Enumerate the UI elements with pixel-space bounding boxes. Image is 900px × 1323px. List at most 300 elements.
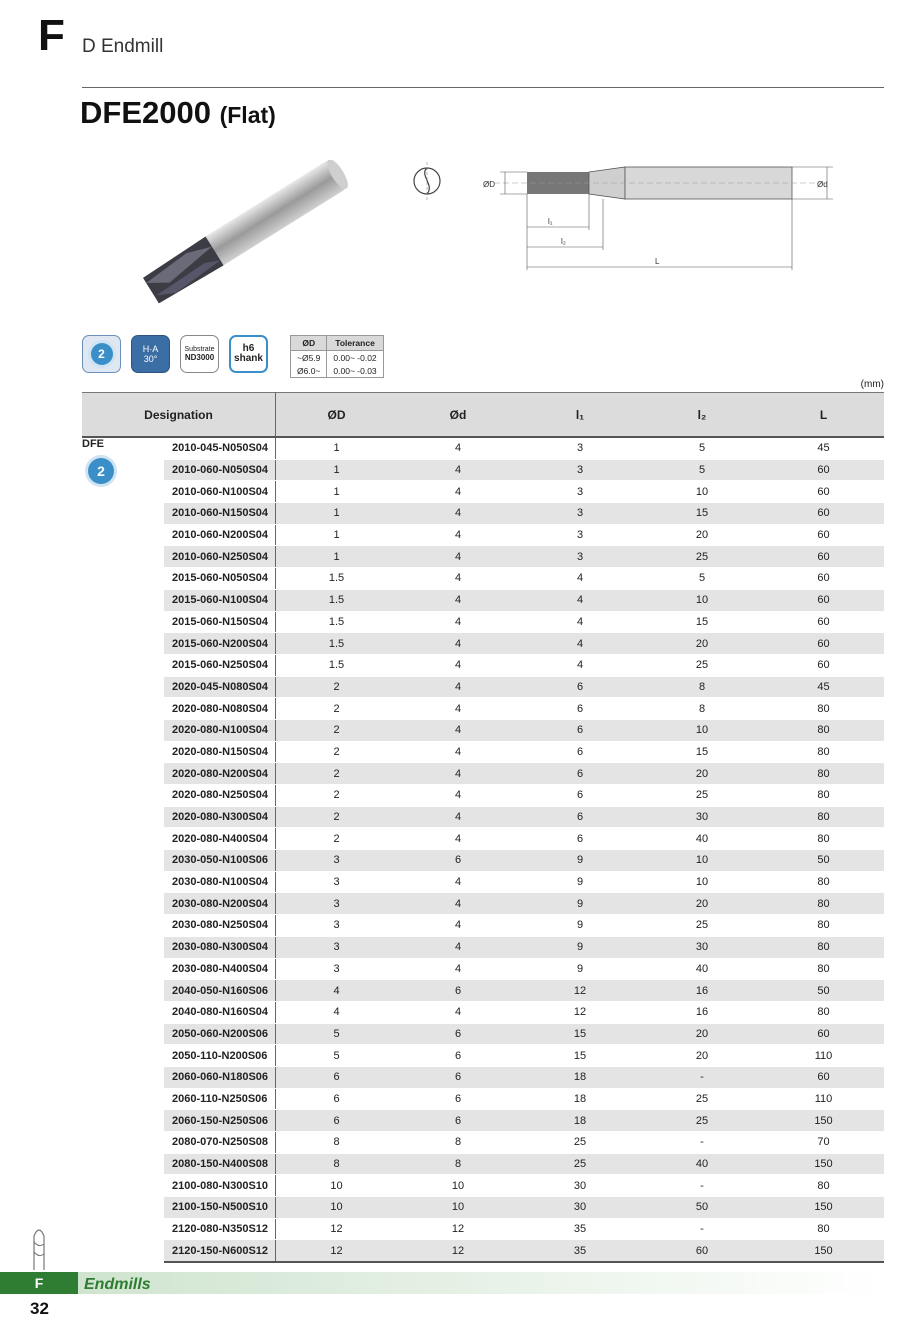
l2-cell: 5 [641,437,763,459]
l-cell: 80 [763,1218,884,1240]
table-body [82,437,884,1262]
shank-d-cell: 4 [397,828,519,850]
shank-d-cell: 4 [397,719,519,741]
l1-cell: 25 [519,1153,641,1175]
l2-cell: 60 [641,1240,763,1262]
l-cell: 80 [763,1175,884,1197]
l-cell: 80 [763,936,884,958]
designation-cell: 2030-080-N250S04 [164,915,276,937]
od-cell: 2 [276,828,398,850]
l-cell: 80 [763,893,884,915]
shank-d-cell: 4 [397,741,519,763]
footer-label: Endmills [84,1276,151,1293]
l-cell: 80 [763,741,884,763]
designation-cell: 2100-150-N500S10 [164,1197,276,1219]
l2-cell: 25 [641,1110,763,1132]
l1-cell: 4 [519,589,641,611]
shank-d-cell: 8 [397,1153,519,1175]
od-cell: 2 [276,763,398,785]
l1-cell: 9 [519,893,641,915]
l1-cell: 35 [519,1240,641,1262]
designation-cell: 2080-150-N400S08 [164,1153,276,1175]
l2-cell: 25 [641,915,763,937]
shank-d-cell: 4 [397,785,519,807]
l2-cell: 20 [641,763,763,785]
l-cell: 80 [763,785,884,807]
endmill-dimension-drawing [405,155,845,275]
l1-cell: 30 [519,1197,641,1219]
l1-cell: 6 [519,806,641,828]
table-row [82,654,884,676]
table-row [82,785,884,807]
l2-cell: 30 [641,806,763,828]
shank-d-cell: 4 [397,936,519,958]
l2-cell: 25 [641,546,763,568]
tolerance-header-tolerance: Tolerance [327,336,383,351]
designation-cell: 2020-080-N150S04 [164,741,276,763]
shank-d-cell: 4 [397,633,519,655]
l1-cell: 18 [519,1088,641,1110]
l1-cell: 9 [519,850,641,872]
shank-d-cell: 4 [397,437,519,459]
table-row [82,437,884,459]
od-cell: 6 [276,1110,398,1132]
l-cell: 80 [763,915,884,937]
helix-angle-label: H·A [142,344,159,354]
shank-d-cell: 4 [397,676,519,698]
table-row [82,1001,884,1023]
l-cell: 50 [763,850,884,872]
shank-d-cell: 4 [397,589,519,611]
table-row [82,524,884,546]
table-row [82,936,884,958]
h6-shank-icon: h6 shank [229,335,268,373]
od-cell: 6 [276,1066,398,1088]
l2-cell: 20 [641,1045,763,1067]
table-row [82,503,884,525]
l-cell: 110 [763,1045,884,1067]
table-row [82,1023,884,1045]
table-row [82,719,884,741]
l-cell: 60 [763,481,884,503]
l1-cell: 3 [519,481,641,503]
tolerance-cell: Ø6.0~ [291,364,327,378]
l-cell: 150 [763,1153,884,1175]
l-label: L [655,257,660,266]
od-cell: 12 [276,1240,398,1262]
footer-section-tab: F [0,1272,78,1294]
shank-d-cell: 12 [397,1218,519,1240]
l-cell: 80 [763,871,884,893]
l2-cell: 20 [641,893,763,915]
od-cell: 10 [276,1175,398,1197]
od-cell: 3 [276,958,398,980]
l-cell: 60 [763,459,884,481]
od-cell: 2 [276,698,398,720]
table-row [82,1218,884,1240]
l1-cell: 35 [519,1218,641,1240]
l-cell: 80 [763,1001,884,1023]
product-title [80,95,276,131]
l2-cell: 20 [641,1023,763,1045]
l2-cell: 15 [641,611,763,633]
shank-d-cell: 4 [397,524,519,546]
l2-cell: 10 [641,589,763,611]
designation-cell: 2060-060-N180S06 [164,1066,276,1088]
l2-cell: 15 [641,503,763,525]
shank-d-cell: 6 [397,1066,519,1088]
designation-cell: 2010-045-N050S04 [164,437,276,459]
designation-cell: 2120-150-N600S12 [164,1240,276,1262]
table-row [82,1240,884,1262]
tolerance-table [290,335,384,378]
od-cell: 6 [276,1088,398,1110]
shank-d-cell: 4 [397,481,519,503]
l-cell: 150 [763,1240,884,1262]
table-row [82,611,884,633]
designation-cell: 2020-080-N100S04 [164,719,276,741]
table-row [82,893,884,915]
shank-d-cell: 4 [397,763,519,785]
shank-d-cell: 4 [397,546,519,568]
flute-count-icon: 2 [82,335,121,373]
unit-label: (mm) [860,379,884,390]
od-cell: 3 [276,915,398,937]
l2-cell: 40 [641,958,763,980]
designation-cell: 2015-060-N100S04 [164,589,276,611]
l1-cell: 4 [519,633,641,655]
l-cell: 60 [763,546,884,568]
l-cell: 60 [763,1066,884,1088]
table-row [82,915,884,937]
table-row [82,1153,884,1175]
designation-cell: 2100-080-N300S10 [164,1175,276,1197]
table-row [82,1045,884,1067]
l-cell: 80 [763,806,884,828]
l-cell: 70 [763,1132,884,1154]
l-cell: 45 [763,437,884,459]
l1-cell: 3 [519,503,641,525]
l-cell: 60 [763,654,884,676]
l-cell: 60 [763,589,884,611]
designation-cell: 2020-080-N200S04 [164,763,276,785]
l1-cell: 4 [519,568,641,590]
l1-cell: 6 [519,676,641,698]
l-cell: 60 [763,611,884,633]
designation-cell: 2010-060-N200S04 [164,524,276,546]
table-row [82,546,884,568]
col-designation: Designation [82,393,276,438]
table-row [82,871,884,893]
l1-cell: 18 [519,1066,641,1088]
l-cell: 50 [763,980,884,1002]
l-cell: 60 [763,633,884,655]
designation-cell: 2010-060-N050S04 [164,459,276,481]
shank-d-cell: 4 [397,654,519,676]
table-row [82,481,884,503]
shank-d-cell: 4 [397,459,519,481]
shank-d-cell: 4 [397,806,519,828]
l2-cell: 40 [641,828,763,850]
od-cell: 1.5 [276,611,398,633]
designation-cell: 2030-080-N400S04 [164,958,276,980]
designation-cell: 2120-080-N350S12 [164,1218,276,1240]
helix-angle-icon [131,335,170,373]
l1-cell: 6 [519,763,641,785]
l2-label: l₂ [561,237,566,246]
col-shank-d: Ød [397,393,519,438]
od-cell: 1 [276,524,398,546]
table-row [82,850,884,872]
od-cell: 2 [276,785,398,807]
designation-cell: 2020-080-N400S04 [164,828,276,850]
page-number: 32 [30,1299,49,1318]
l-cell: 150 [763,1110,884,1132]
section-letter: F [38,11,65,60]
l-cell: 110 [763,1088,884,1110]
od-cell: 2 [276,676,398,698]
table-row [82,763,884,785]
l1-cell: 6 [519,785,641,807]
od-cell: 12 [276,1218,398,1240]
table-row [82,1110,884,1132]
od-cell: 3 [276,850,398,872]
table-row [82,698,884,720]
l-cell: 60 [763,524,884,546]
table-row [82,806,884,828]
designation-cell: 2060-150-N250S06 [164,1110,276,1132]
od-cell: 3 [276,871,398,893]
shank-d-cell: 4 [397,503,519,525]
l1-cell: 9 [519,958,641,980]
table-row [82,741,884,763]
od-cell: 2 [276,741,398,763]
l2-cell: 20 [641,633,763,655]
shank-d-cell: 12 [397,1240,519,1262]
shank-d-cell: 6 [397,980,519,1002]
l1-cell: 18 [519,1110,641,1132]
table-row [82,1088,884,1110]
table-row [82,568,884,590]
shank-d-cell: 6 [397,1045,519,1067]
od-cell: 1.5 [276,589,398,611]
table-row [82,1175,884,1197]
shank-d-cell: 6 [397,1110,519,1132]
shank-d-cell: 4 [397,915,519,937]
l2-cell: 8 [641,676,763,698]
l2-cell: - [641,1175,763,1197]
designation-cell: 2010-060-N150S04 [164,503,276,525]
specification-table [82,392,884,1263]
col-od: ØD [276,393,398,438]
designation-cell: 2080-070-N250S08 [164,1132,276,1154]
shank-d-label: Ød [817,180,828,189]
flute-count-badge: 2 [88,458,114,484]
od-cell: 1 [276,503,398,525]
table-row [82,676,884,698]
l-cell: 80 [763,763,884,785]
table-row [82,1132,884,1154]
od-cell: 1.5 [276,568,398,590]
od-cell: 1 [276,546,398,568]
shank-d-cell: 4 [397,611,519,633]
designation-cell: 2015-060-N150S04 [164,611,276,633]
l1-cell: 15 [519,1023,641,1045]
l1-cell: 12 [519,980,641,1002]
designation-cell: 2030-080-N300S04 [164,936,276,958]
table-row [82,459,884,481]
designation-cell: 2030-080-N100S04 [164,871,276,893]
l2-cell: 5 [641,459,763,481]
shank-d-cell: 6 [397,1088,519,1110]
designation-cell: 2030-050-N100S06 [164,850,276,872]
shank-d-cell: 8 [397,1132,519,1154]
l1-cell: 30 [519,1175,641,1197]
l2-cell: 5 [641,568,763,590]
product-subtitle: (Flat) [219,102,276,128]
designation-cell: 2020-045-N080S04 [164,676,276,698]
substrate-value: ND3000 [184,353,215,362]
od-cell: 1.5 [276,633,398,655]
table-row [82,1066,884,1088]
l-cell: 80 [763,828,884,850]
table-row [82,1197,884,1219]
helix-angle-value: 30° [143,354,158,364]
tolerance-header-od: ØD [291,336,327,351]
shank-d-cell: 10 [397,1175,519,1197]
l2-cell: - [641,1066,763,1088]
od-cell: 2 [276,806,398,828]
shank-d-cell: 6 [397,1023,519,1045]
l-cell: 45 [763,676,884,698]
l-cell: 150 [763,1197,884,1219]
substrate-label: Substrate [184,346,215,353]
designation-cell: 2010-060-N100S04 [164,481,276,503]
table-row [82,828,884,850]
l1-cell: 9 [519,936,641,958]
l2-cell: 25 [641,1088,763,1110]
table-row [82,958,884,980]
tolerance-cell: 0.00~ -0.03 [327,364,383,378]
l2-cell: 50 [641,1197,763,1219]
shank-d-cell: 4 [397,1001,519,1023]
endmill-footer-icon [28,1222,50,1272]
endmill-photo [125,160,355,310]
l2-cell: 8 [641,698,763,720]
l1-cell: 12 [519,1001,641,1023]
od-cell: 1 [276,481,398,503]
l1-cell: 6 [519,828,641,850]
l1-cell: 6 [519,719,641,741]
designation-prefix: DFE [82,438,104,450]
shank-d-cell: 4 [397,698,519,720]
l1-cell: 3 [519,524,641,546]
section-title: D Endmill [82,36,164,57]
l1-cell: 9 [519,871,641,893]
l1-cell: 9 [519,915,641,937]
l2-cell: - [641,1132,763,1154]
od-cell: 1 [276,459,398,481]
od-cell: 5 [276,1045,398,1067]
l2-cell: 10 [641,719,763,741]
designation-cell: 2010-060-N250S04 [164,546,276,568]
col-l: L [763,393,884,438]
table-row [82,633,884,655]
l2-cell: 40 [641,1153,763,1175]
designation-cell: 2040-080-N160S04 [164,1001,276,1023]
designation-cell: 2020-080-N250S04 [164,785,276,807]
designation-cell: 2015-060-N250S04 [164,654,276,676]
l-cell: 60 [763,568,884,590]
od-cell: 2 [276,719,398,741]
shank-d-cell: 4 [397,568,519,590]
l1-cell: 6 [519,698,641,720]
od-cell: 10 [276,1197,398,1219]
l2-cell: 25 [641,654,763,676]
od-cell: 3 [276,936,398,958]
designation-cell: 2060-110-N250S06 [164,1088,276,1110]
table-row [82,589,884,611]
l2-cell: 15 [641,741,763,763]
l1-cell: 3 [519,437,641,459]
col-l1: l₁ [519,393,641,438]
designation-cell: 2050-060-N200S06 [164,1023,276,1045]
od-cell: 8 [276,1153,398,1175]
designation-cell: 2050-110-N200S06 [164,1045,276,1067]
l1-cell: 3 [519,459,641,481]
designation-cell: 2015-060-N050S04 [164,568,276,590]
l1-cell: 4 [519,654,641,676]
designation-cell: 2020-080-N300S04 [164,806,276,828]
l2-cell: 16 [641,1001,763,1023]
l1-cell: 4 [519,611,641,633]
designation-prefix-cell [82,437,164,1262]
spec-icons [82,335,268,373]
l1-cell: 3 [519,546,641,568]
l2-cell: 20 [641,524,763,546]
shank-d-cell: 4 [397,893,519,915]
l-cell: 60 [763,503,884,525]
od-cell: 8 [276,1132,398,1154]
designation-cell: 2040-050-N160S06 [164,980,276,1002]
shank-d-cell: 4 [397,871,519,893]
od-cell: 4 [276,980,398,1002]
shank-d-cell: 4 [397,958,519,980]
od-cell: 1 [276,437,398,459]
l2-cell: 25 [641,785,763,807]
tolerance-cell: ~Ø5.9 [291,351,327,365]
shank-d-cell: 6 [397,850,519,872]
l2-cell: - [641,1218,763,1240]
l2-cell: 10 [641,850,763,872]
l2-cell: 10 [641,871,763,893]
footer-bar [78,1272,884,1294]
substrate-icon [180,335,219,373]
table-row [82,980,884,1002]
product-code: DFE2000 [80,95,211,130]
l-cell: 80 [763,719,884,741]
l2-cell: 16 [641,980,763,1002]
l-cell: 60 [763,1023,884,1045]
l-cell: 80 [763,698,884,720]
l1-label: l₁ [548,217,553,226]
l2-cell: 10 [641,481,763,503]
l1-cell: 6 [519,741,641,763]
l2-cell: 30 [641,936,763,958]
od-cell: 3 [276,893,398,915]
l1-cell: 25 [519,1132,641,1154]
tolerance-cell: 0.00~ -0.02 [327,351,383,365]
